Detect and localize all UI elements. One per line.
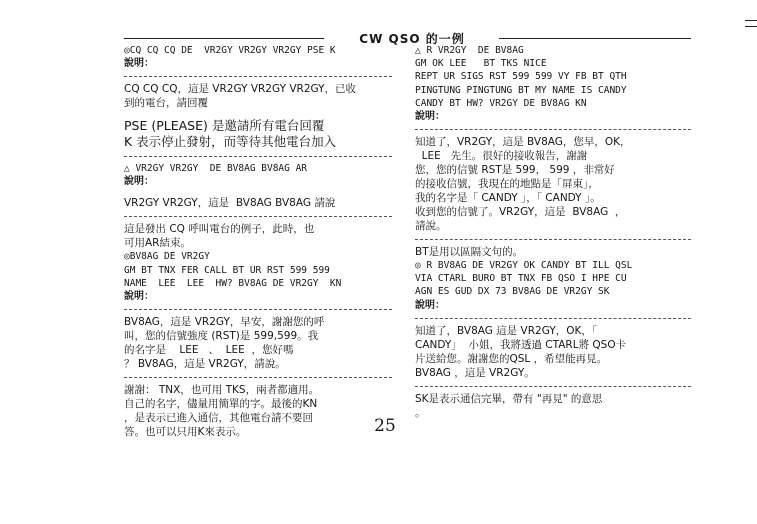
- text-line: PSE (PLEASE) 是邀請所有電台回覆: [124, 118, 325, 134]
- cw-text-line: ◎CQ CQ CQ DE VR2GY VR2GY VR2GY PSE K: [124, 45, 336, 56]
- edge-mark: [745, 26, 757, 27]
- section-label: 說明：: [124, 58, 154, 70]
- text-line: 自己的名字，儘量用簡單的字。最後的KN: [124, 398, 318, 411]
- dashed-separator: [415, 386, 691, 387]
- cw-text-line: ◎ R BV8AG DE VR2GY OK CANDY BT ILL QSL: [415, 260, 633, 272]
- text-line: BT是用以區隔文句的。: [415, 246, 524, 259]
- dashed-separator: [124, 309, 392, 310]
- page-number: 25: [374, 416, 396, 436]
- text-line: ，是表示已進入通信，其他電台請不要回: [124, 412, 313, 425]
- text-line: 的名字是 LEE 、 LEE ，您好嗎: [124, 344, 294, 357]
- cw-text-line: CANDY BT HW? VR2GY DE BV8AG KN: [415, 97, 587, 109]
- text-line: K 表示停止發射，而等待其他電台加入: [124, 134, 337, 150]
- text-line: 您，您的信號 RST是 599， 599 ，非常好: [415, 164, 615, 177]
- section-label: 說明：: [124, 291, 154, 303]
- text-line: SK是表示通信完畢，帶有 "再見" 的意思: [415, 392, 603, 405]
- left-column: [124, 44, 392, 439]
- cw-text-line: REPT UR SIGS RST 599 599 VY FB BT QTH: [415, 71, 627, 83]
- cw-text-line: PINGTUNG PINGTUNG BT MY NAME IS CANDY: [415, 84, 627, 96]
- text-line: 的接收信號，我現在的地點是「屏東」，: [415, 178, 599, 191]
- cw-text-line: VIA CTARL BURO BT TNX FB QSO I HPE CU: [415, 273, 627, 285]
- text-line: VR2GY VR2GY，這是 BV8AG BV8AG 請說: [124, 197, 336, 210]
- section-label: 說明：: [124, 176, 154, 188]
- text-line: 到的電台，請回覆: [124, 97, 208, 110]
- cw-text-line: GM BT TNX FER CALL BT UR RST 599 599: [124, 264, 330, 276]
- text-line: 謝謝： TNX，也可用 TKS，兩者都適用。: [124, 384, 320, 397]
- cw-text-line: NAME LEE LEE HW? BV8AG DE VR2GY KN: [124, 277, 342, 289]
- text-line: 知道了，VR2GY，這是 BV8AG，您早，OK，: [415, 136, 631, 149]
- spacer: [124, 188, 392, 196]
- dashed-separator: [124, 216, 392, 217]
- cw-text-line: △ R VR2GY DE BV8AG: [415, 45, 524, 56]
- text-line: 請說。: [415, 220, 447, 233]
- dashed-separator: [124, 76, 392, 77]
- dashed-separator: [415, 129, 691, 130]
- text-line: CQ CQ CQ，這是 VR2GY VR2GY VR2GY，已收: [124, 83, 357, 96]
- text-line: 。: [415, 406, 426, 419]
- text-line: LEE 先生。很好的接收報告，謝謝: [415, 150, 588, 163]
- cw-text-line: AGN ES GUD DX 73 BV8AG DE VR2GY SK: [415, 286, 610, 298]
- cw-text-line: GM OK LEE BT TKS NICE: [415, 58, 547, 70]
- text-line: 我的名字是「 CANDY 」，「 CANDY 」。: [415, 192, 601, 205]
- page-title: CW QSO 的一例: [359, 32, 465, 46]
- cw-text-line: △ VR2GY VR2GY DE BV8AG BV8AG AR: [124, 163, 308, 175]
- text-line: 知道了，BV8AG 這是 VR2GY，OK，「: [415, 324, 598, 337]
- text-line: 答。也可以只用K來表示。: [124, 426, 247, 439]
- text-line: 收到您的信號了。VR2GY，這是 BV8AG ，: [415, 206, 626, 219]
- cw-text-line: ◎BV8AG DE VR2GY: [124, 251, 210, 263]
- text-line: ？ BV8AG，這是 VR2GY，請說。: [124, 358, 286, 371]
- dashed-separator: [415, 239, 691, 240]
- spacer: [124, 110, 392, 118]
- section-label: 說明：: [415, 299, 445, 311]
- text-line: 這是發出 CQ 呼叫電台的例子，此時，也: [124, 223, 315, 236]
- text-line: BV8AG ，這是 VR2GY。: [415, 366, 535, 379]
- edge-mark: [745, 20, 757, 21]
- dashed-separator: [415, 318, 691, 319]
- dashed-separator: [124, 377, 392, 378]
- section-label: 說明：: [415, 111, 445, 123]
- text-line: 片送給您。謝謝您的QSL ，希望能再見。: [415, 352, 608, 365]
- text-line: 可用AR結束。: [124, 237, 191, 250]
- dashed-separator: [124, 156, 392, 157]
- right-column: [415, 44, 691, 420]
- header-rule-right: [499, 38, 691, 39]
- text-line: CANDY」 小姐，我將透過 CTARL將 QSO卡: [415, 338, 627, 351]
- header-rule-left: [124, 38, 324, 39]
- text-line: BV8AG，這是 VR2GY，早安，謝謝您的呼: [124, 316, 325, 329]
- text-line: 叫，您的信號強度 (RST)是 599,599。我: [124, 330, 319, 343]
